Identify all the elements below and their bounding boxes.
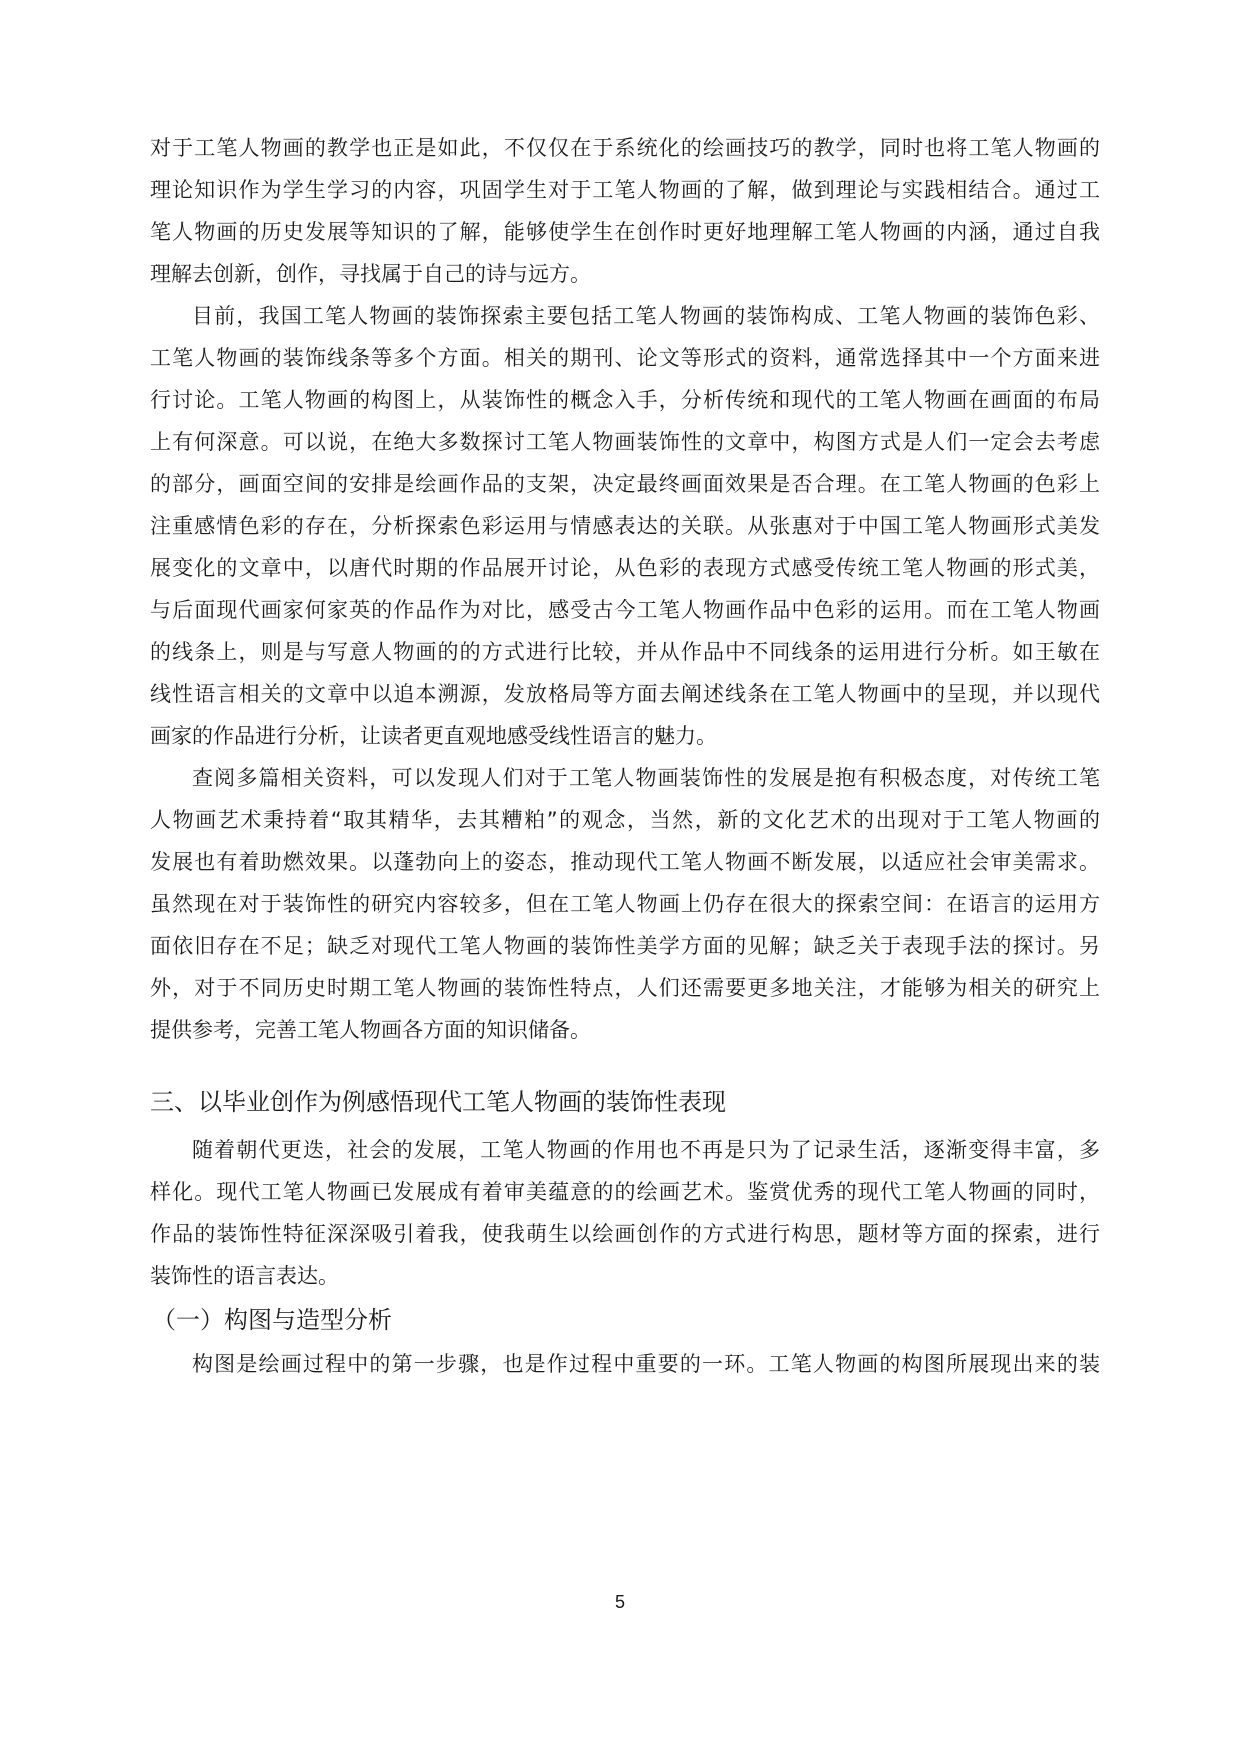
paragraph-line: 作品的装饰性特征深深吸引着我，使我萌生以绘画创作的方式进行构思，题材等方面的探索，进行: [150, 1222, 1100, 1246]
paragraph-line: 的部分，画面空间的安排是绘画作品的支架，决定最终画面效果是否合理。在工笔人物画的色彩上: [150, 472, 1100, 496]
paragraph-line: 对于工笔人物画的教学也正是如此，不仅仅在于系统化的绘画技巧的教学，同时也将工笔人物画的: [150, 136, 1100, 160]
paragraph-line: 上有何深意。可以说，在绝大多数探讨工笔人物画装饰性的文章中，构图方式是人们一定会去考虑: [150, 430, 1100, 454]
paragraph-line: 样化。现代工笔人物画已发展成有着审美蕴意的的绘画艺术。鉴赏优秀的现代工笔人物画的同时，: [150, 1180, 1100, 1204]
paragraph-line: 的线条上，则是与写意人物画的的方式进行比较，并从作品中不同线条的运用进行分析。如王敏在: [150, 640, 1100, 664]
paragraph-line: 构图是绘画过程中的第一步骤，也是作过程中重要的一环。工笔人物画的构图所展现出来的装: [192, 1352, 1100, 1376]
paragraph-line: 虽然现在对于装饰性的研究内容较多，但在工笔人物画上仍存在很大的探索空间：在语言的运用方: [150, 892, 1100, 916]
paragraph-line: 面依旧存在不足；缺乏对现代工笔人物画的装饰性美学方面的见解；缺乏关于表现手法的探讨。另: [150, 934, 1100, 958]
section-heading: 三、以毕业创作为例感悟现代工笔人物画的装饰性表现: [150, 1088, 726, 1116]
paragraph-line: 随着朝代更迭，社会的发展，工笔人物画的作用也不再是只为了记录生活，逐渐变得丰富，多: [192, 1138, 1100, 1162]
page-number: 5: [614, 1592, 625, 1612]
paragraph-line: 工笔人物画的装饰线条等多个方面。相关的期刊、论文等形式的资料，通常选择其中一个方面来进: [150, 346, 1100, 370]
paragraph-line: 注重感情色彩的存在，分析探索色彩运用与情感表达的关联。从张惠对于中国工笔人物画形式美发: [150, 514, 1100, 538]
paragraph-line: 理论知识作为学生学习的内容，巩固学生对于工笔人物画的了解，做到理论与实践相结合。通过工: [150, 178, 1100, 202]
paragraph-line: 外，对于不同历史时期工笔人物画的装饰性特点，人们还需要更多地关注，才能够为相关的研究上: [150, 976, 1100, 1000]
paragraph-line: 笔人物画的历史发展等知识的了解，能够使学生在创作时更好地理解工笔人物画的内涵，通过自我: [150, 220, 1100, 244]
paragraph-line: 展变化的文章中，以唐代时期的作品展开讨论，从色彩的表现方式感受传统工笔人物画的形式美，: [150, 556, 1100, 580]
paragraph-line: 提供参考，完善工笔人物画各方面的知识储备。: [150, 1018, 591, 1042]
paragraph-line: 人物画艺术秉持着“取其精华，去其糟粕”的观念，当然，新的文化艺术的出现对于工笔人物画的: [150, 808, 1100, 832]
paragraph-line: 行讨论。工笔人物画的构图上，从装饰性的概念入手，分析传统和现代的工笔人物画在画面的布局: [150, 388, 1100, 412]
paragraph-line: 装饰性的语言表达。: [150, 1264, 339, 1288]
paragraph-line: 查阅多篇相关资料，可以发现人们对于工笔人物画装饰性的发展是抱有积极态度，对传统工笔: [192, 766, 1100, 790]
subsection-heading: （一）构图与造型分析: [152, 1306, 392, 1334]
paragraph-line: 目前，我国工笔人物画的装饰探索主要包括工笔人物画的装饰构成、工笔人物画的装饰色彩、: [192, 304, 1100, 328]
paragraph-line: 与后面现代画家何家英的作品作为对比，感受古今工笔人物画作品中色彩的运用。而在工笔人物画: [150, 598, 1100, 622]
paragraph-line: 理解去创新，创作，寻找属于自己的诗与远方。: [150, 262, 591, 286]
paragraph-line: 线性语言相关的文章中以追本溯源，发放格局等方面去阐述线条在工笔人物画中的呈现，并以现代: [150, 682, 1100, 706]
paragraph-line: 画家的作品进行分析，让读者更直观地感受线性语言的魅力。: [150, 724, 717, 748]
paragraph-line: 发展也有着助燃效果。以蓬勃向上的姿态，推动现代工笔人物画不断发展，以适应社会审美需求。: [150, 850, 1100, 874]
